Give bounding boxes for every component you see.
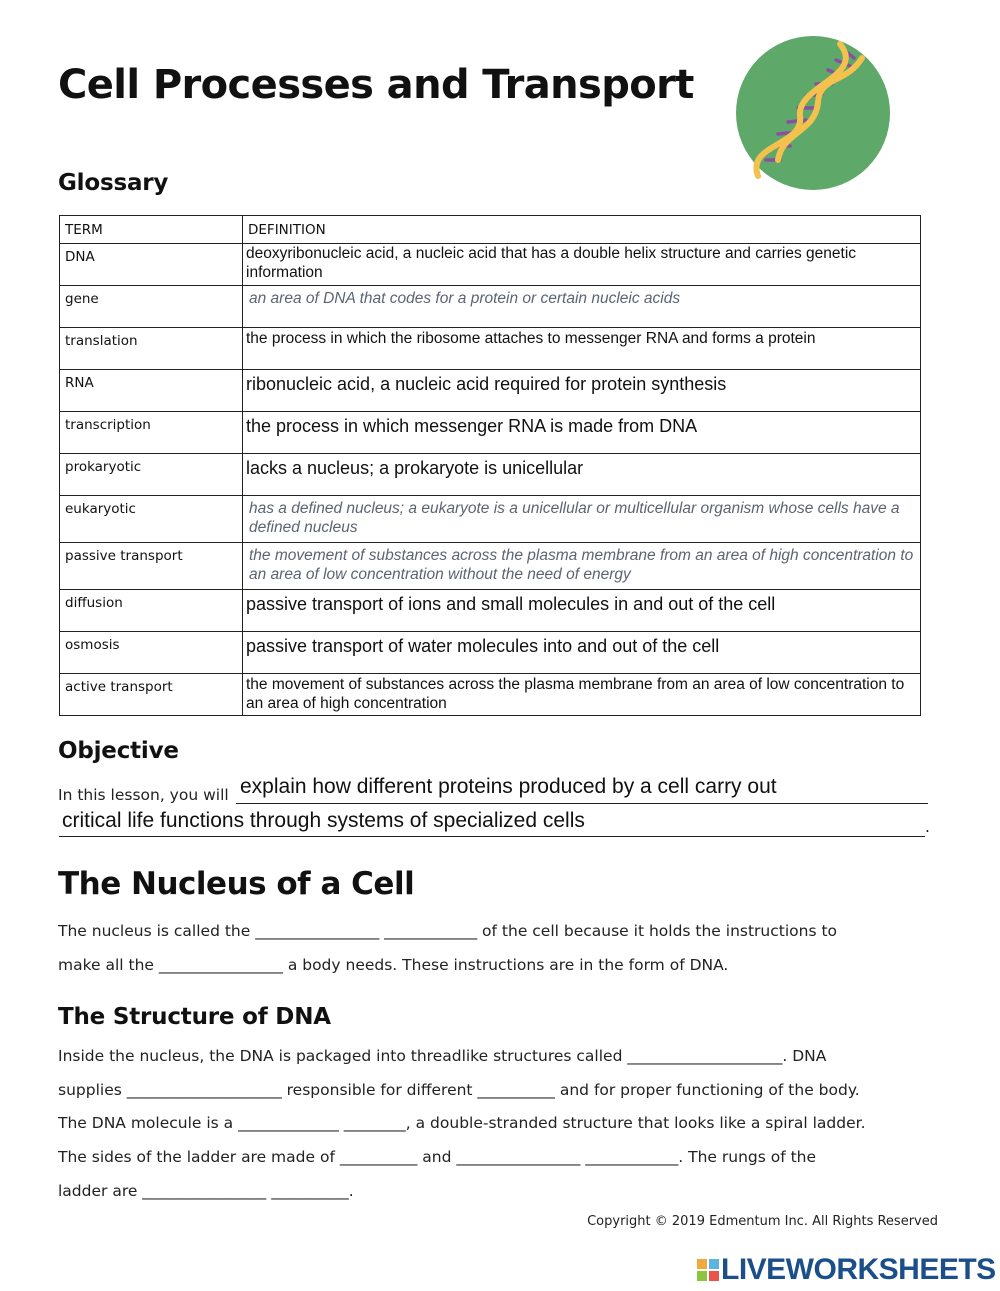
- nucleus-paragraph-line: make all the ________________ a body needs. These instructions are in the form of DNA.: [58, 956, 729, 974]
- objective-answer-field[interactable]: critical life functions through systems of specialized cells: [62, 809, 585, 832]
- copyright-notice: Copyright © 2019 Edmentum Inc. All Rights Reserved: [587, 1214, 938, 1229]
- table-row: [60, 244, 921, 286]
- objective-period: .: [925, 818, 930, 836]
- definition-cell: passive transport of water molecules into and out of the cell: [246, 636, 720, 656]
- page-title: Cell Processes and Transport: [58, 62, 694, 108]
- term-cell: diffusion: [60, 590, 243, 632]
- table-row: [60, 454, 921, 496]
- dna-structure-heading: The Structure of DNA: [58, 1004, 331, 1030]
- term-cell: prokaryotic: [60, 454, 243, 496]
- objective-answer-line: [59, 836, 925, 837]
- term-cell: eukaryotic: [60, 496, 243, 543]
- table-row: [60, 674, 921, 716]
- nucleus-paragraph-line: The nucleus is called the ________________ ____________ of the cell because it holds the instructions to: [58, 922, 838, 940]
- table-row: [60, 496, 921, 543]
- term-cell: gene: [60, 286, 243, 328]
- definition-cell: the process in which messenger RNA is made from DNA: [246, 416, 698, 436]
- definition-cell: has a defined nucleus; a eukaryote is a unicellular or multicellular organism whose cells have a defined nucleus: [249, 500, 900, 536]
- structure-paragraph-line: ladder are ________________ __________.: [58, 1182, 354, 1200]
- definition-cell: an area of DNA that codes for a protein or certain nucleic acids: [249, 290, 681, 307]
- definition-cell: deoxyribonucleic acid, a nucleic acid that has a double helix structure and carries genetic information: [246, 245, 857, 281]
- definition-cell: the process in which the ribosome attaches to messenger RNA and forms a protein: [246, 330, 816, 347]
- nucleus-heading: The Nucleus of a Cell: [58, 866, 415, 902]
- term-cell: active transport: [60, 674, 243, 716]
- term-cell: translation: [60, 328, 243, 370]
- objective-prefix: In this lesson, you will: [58, 786, 229, 804]
- definition-cell: passive transport of ions and small molecules in and out of the cell: [246, 594, 776, 614]
- table-row: [60, 286, 921, 328]
- table-row: [60, 632, 921, 674]
- objective-answer-field[interactable]: explain how different proteins produced by a cell carry out: [240, 775, 777, 798]
- liveworksheets-wordmark: LIVEWORKSHEETS: [721, 1253, 996, 1286]
- term-column-header: TERM: [60, 216, 243, 244]
- term-cell: DNA: [60, 244, 243, 286]
- table-row: [60, 328, 921, 370]
- definition-cell: the movement of substances across the plasma membrane from an area of high concentration to an area of low concentration without the need of energy: [249, 547, 914, 583]
- table-row: [60, 590, 921, 632]
- definition-cell: the movement of substances across the plasma membrane from an area of low concentration to an area of high concentration: [246, 676, 905, 712]
- table-row: [60, 543, 921, 590]
- structure-paragraph-line: The sides of the ladder are made of __________ and ________________ ____________. The rungs of the: [58, 1148, 817, 1166]
- definition-cell: lacks a nucleus; a prokaryote is unicellular: [246, 458, 584, 478]
- term-cell: transcription: [60, 412, 243, 454]
- objective-answer-line: [236, 803, 928, 804]
- structure-paragraph-line: supplies ____________________ responsible for different __________ and for proper functioning of the body.: [58, 1081, 860, 1099]
- table-row: [60, 370, 921, 412]
- term-cell: osmosis: [60, 632, 243, 674]
- definition-cell: ribonucleic acid, a nucleic acid required for protein synthesis: [246, 374, 727, 394]
- dna-helix-icon: [736, 36, 890, 190]
- table-row: [60, 412, 921, 454]
- structure-paragraph-line: Inside the nucleus, the DNA is packaged into threadlike structures called ____________________. DNA: [58, 1047, 827, 1065]
- glossary-heading: Glossary: [58, 170, 169, 196]
- term-cell: RNA: [60, 370, 243, 412]
- objective-heading: Objective: [58, 738, 179, 764]
- table-header-row: [60, 216, 921, 244]
- definition-column-header: DEFINITION: [243, 216, 921, 244]
- term-cell: passive transport: [60, 543, 243, 590]
- liveworksheets-logo[interactable]: [697, 1255, 996, 1285]
- glossary-table: [59, 215, 921, 716]
- structure-paragraph-line: The DNA molecule is a _____________ ________, a double-stranded structure that looks like a spiral ladder.: [58, 1114, 866, 1132]
- liveworksheets-blocks-icon: [697, 1259, 719, 1281]
